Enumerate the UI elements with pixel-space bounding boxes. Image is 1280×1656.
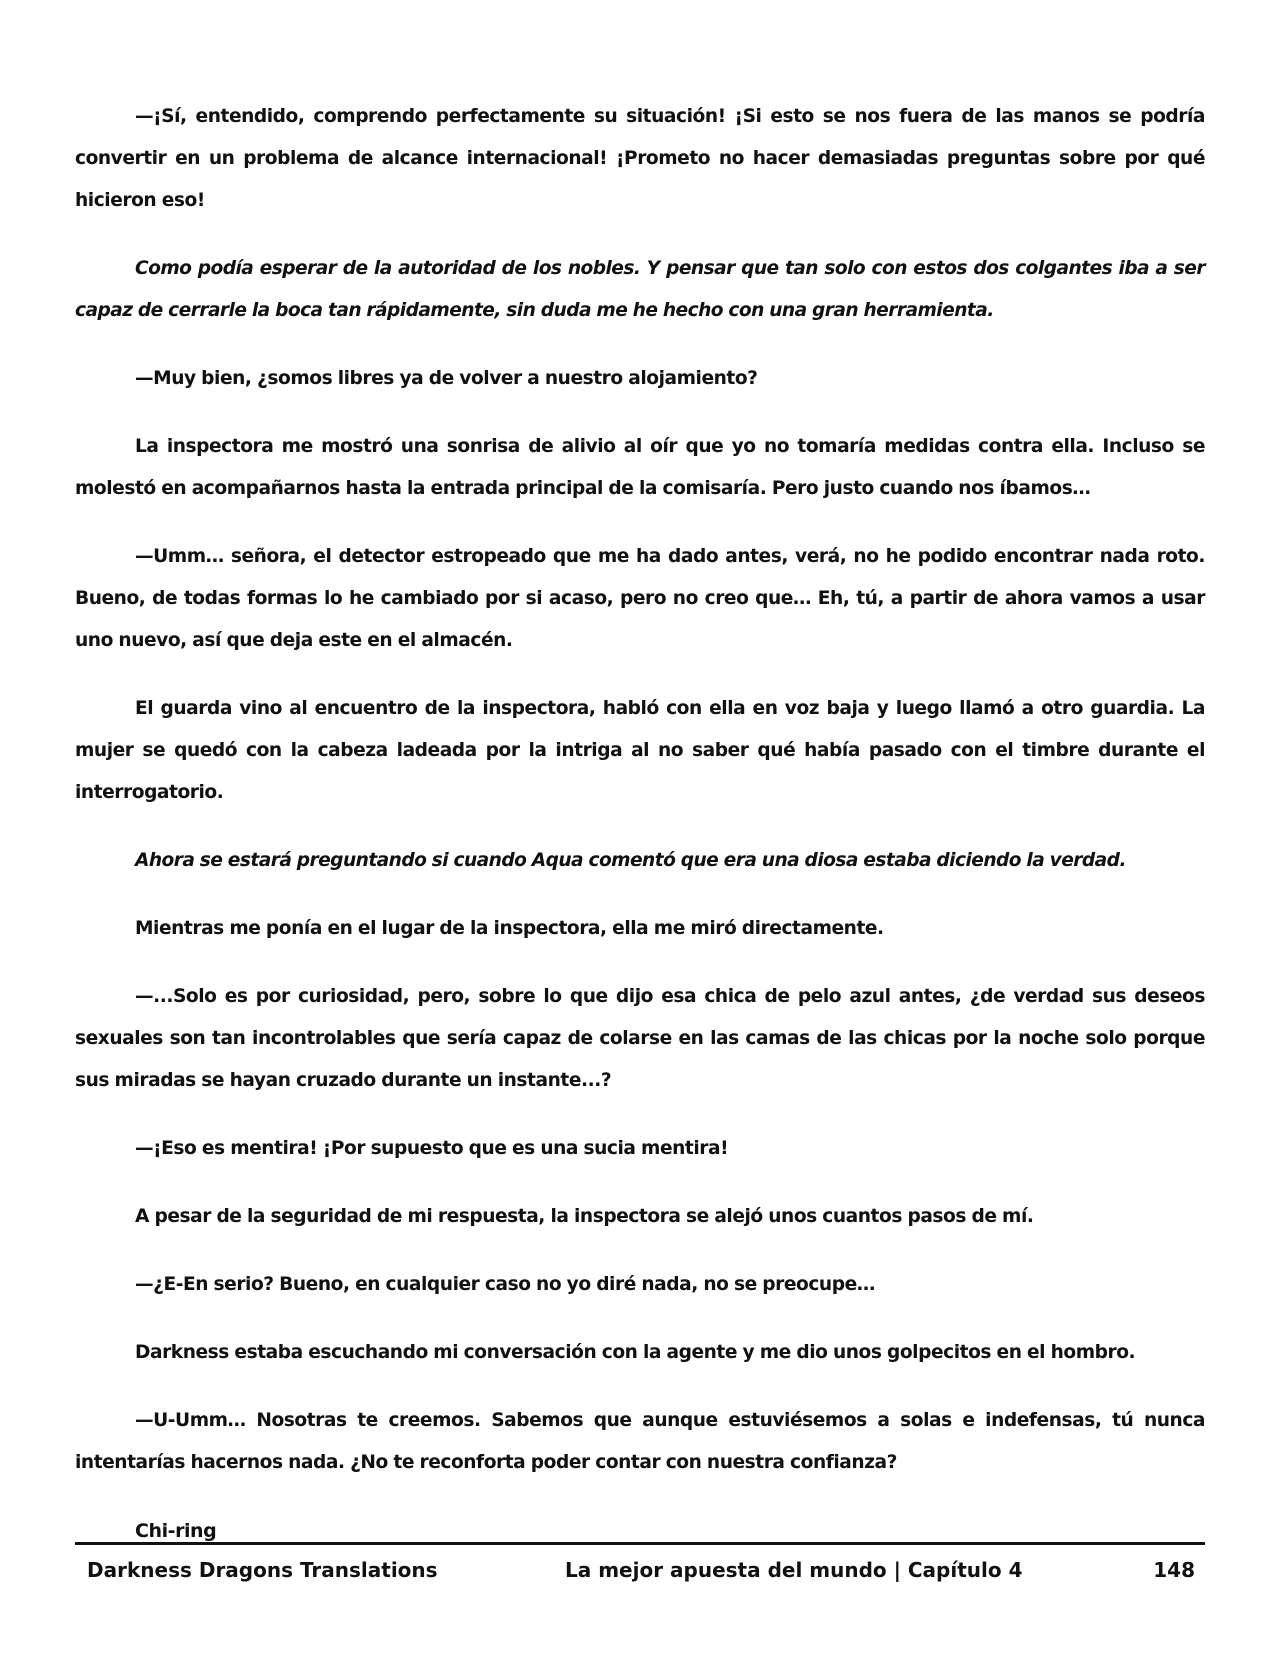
paragraph-4: La inspectora me mostró una sonrisa de alivio al oír que yo no tomaría medidas contra ella. Incluso se molestó en acompañarnos hasta la entrada principal de la comisaría. Pero justo cuando nos íbamos… — [75, 436, 1205, 499]
paragraph-9: —...Solo es por curiosidad, pero, sobre lo que dijo esa chica de pelo azul antes, ¿de verdad sus deseos sexuales son tan incontrolables que sería capaz de colarse en las camas de las chicas por la noche solo porque sus miradas se hayan cruzado durante un instante...? — [75, 986, 1205, 1091]
footer-publisher: Darkness Dragons Translations — [87, 1558, 438, 1582]
page-footer — [75, 1552, 1205, 1588]
footer-page-number: 148 — [1153, 1558, 1195, 1582]
paragraph-3: —Muy bien, ¿somos libres ya de volver a nuestro alojamiento? — [135, 368, 758, 389]
paragraph-6: El guarda vino al encuentro de la inspectora, habló con ella en voz baja y luego llamó a otro guardia. La mujer se quedó con la cabeza ladeada por la intriga al no saber qué había pasado con el timbre durante el interrogatorio. — [75, 698, 1205, 803]
footer-chapter-title: La mejor apuesta del mundo | Capítulo 4 — [565, 1558, 1023, 1582]
paragraph-11: A pesar de la seguridad de mi respuesta, la inspectora se alejó unos cuantos pasos de mí. — [135, 1206, 1034, 1227]
paragraph-2: Como podía esperar de la autoridad de los nobles. Y pensar que tan solo con estos dos colgantes iba a ser capaz de cerrarle la boca tan rápidamente, sin duda me he hecho con una gran herramienta. — [75, 258, 1205, 321]
page-body — [75, 96, 1205, 1578]
paragraph-12: —¿E-En serio? Bueno, en cualquier caso no yo diré nada, no se preocupe… — [135, 1274, 875, 1295]
paragraph-13: Darkness estaba escuchando mi conversación con la agente y me dio unos golpecitos en el hombro. — [135, 1342, 1136, 1363]
paragraph-14: —U-Umm… Nosotras te creemos. Sabemos que aunque estuviésemos a solas e indefensas, tú nunca intentarías hacernos nada. ¿No te reconforta poder contar con nuestra confianza? — [75, 1410, 1205, 1473]
paragraph-1: —¡Sí, entendido, comprendo perfectamente su situación! ¡Si esto se nos fuera de las manos se podría convertir en un problema de alcance internacional! ¡Prometo no hacer demasiadas preguntas sobre por qué hicieron eso! — [75, 106, 1205, 211]
paragraph-8: Mientras me ponía en el lugar de la inspectora, ella me miró directamente. — [135, 918, 884, 939]
paragraph-10: —¡Eso es mentira! ¡Por supuesto que es una sucia mentira! — [135, 1138, 729, 1159]
footer-divider — [75, 1542, 1205, 1545]
paragraph-5: —Umm… señora, el detector estropeado que me ha dado antes, verá, no he podido encontrar nada roto. Bueno, de todas formas lo he cambiado por si acaso, pero no creo que… Eh, tú, a partir de ahora vamos a usar uno nuevo, así que deja este en el almacén. — [75, 546, 1205, 651]
sound-effect: Chi-ring — [135, 1520, 217, 1542]
paragraph-7: Ahora se estará preguntando si cuando Aqua comentó que era una diosa estaba diciendo la verdad. — [135, 850, 1126, 871]
